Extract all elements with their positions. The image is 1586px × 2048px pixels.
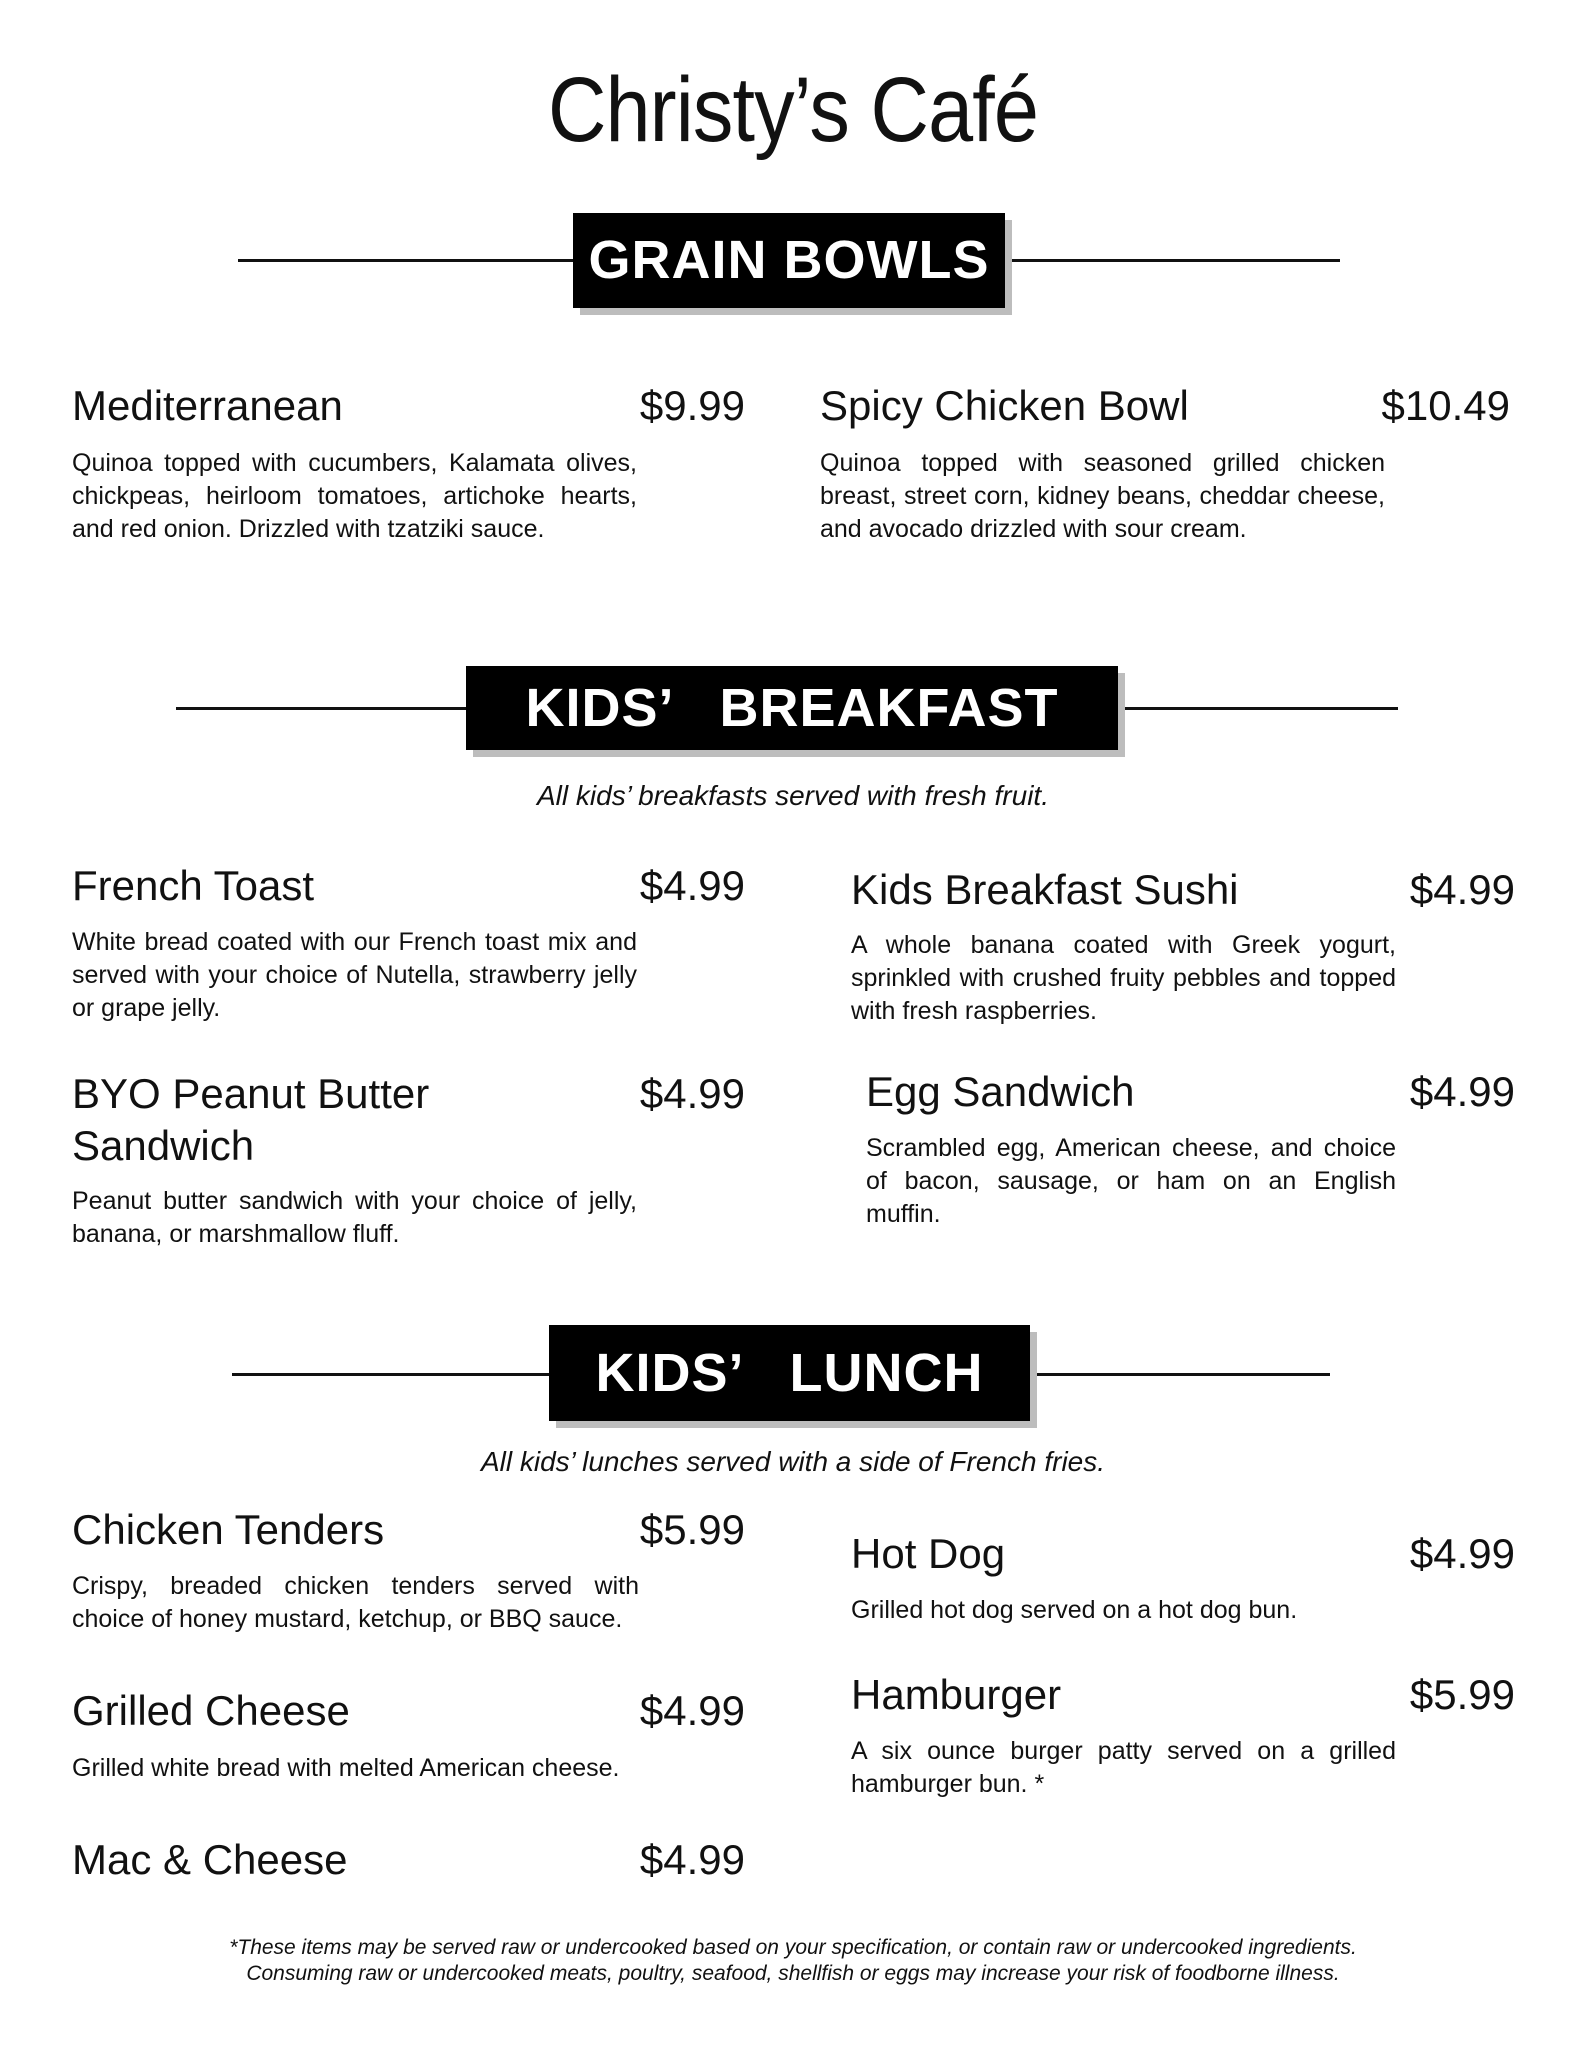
item-desc-byo-peanut-butter-sandwich: Peanut butter sandwich with your choice of jelly, banana, or marshmallow fluff. bbox=[72, 1187, 637, 1248]
item-price-french-toast: $4.99 bbox=[639, 862, 745, 909]
item-price-hamburger: $5.99 bbox=[1409, 1671, 1515, 1718]
footnote-line-1: *These items may be served raw or undercooked based on your specification, or contain raw or undercooked ingredients. bbox=[229, 1936, 1357, 1959]
item-name-grilled-cheese: Grilled Cheese bbox=[72, 1687, 350, 1734]
section-note-kids-lunch: All kids’ lunches served with a side of French fries. bbox=[480, 1446, 1106, 1477]
item-price-grilled-cheese: $4.99 bbox=[639, 1687, 745, 1734]
section-heading-kids-breakfast: KIDS’ BREAKFAST bbox=[466, 666, 1118, 750]
section-rule-right bbox=[1005, 259, 1340, 262]
item-name-hot-dog: Hot Dog bbox=[851, 1530, 1006, 1577]
item-desc-french-toast: White bread coated with our French toast mix and served with your choice of Nutella, strawberry jelly or grape jelly. bbox=[72, 928, 637, 1022]
item-name-french-toast: French Toast bbox=[72, 862, 315, 909]
section-rule-left bbox=[176, 707, 466, 710]
section-rule-left bbox=[238, 259, 573, 262]
item-desc-spicy-chicken-bowl: Quinoa topped with seasoned grilled chicken breast, street corn, kidney beans, cheddar cheese, and avocado drizzled with sour cream. bbox=[820, 449, 1385, 543]
item-price-byo-peanut-butter-sandwich: $4.99 bbox=[639, 1070, 745, 1117]
item-desc-egg-sandwich: Scrambled egg, American cheese, and choice of bacon, sausage, or ham on an English muffin. bbox=[866, 1134, 1396, 1228]
cafe-title: Christy’s Café bbox=[547, 59, 1039, 161]
item-price-mac-and-cheese: $4.99 bbox=[639, 1836, 745, 1883]
item-desc-hamburger: A six ounce burger patty served on a grilled hamburger bun. * bbox=[851, 1737, 1396, 1798]
item-desc-chicken-tenders: Crispy, breaded chicken tenders served with choice of honey mustard, ketchup, or BBQ sauce. bbox=[72, 1572, 639, 1633]
item-desc-mediterranean: Quinoa topped with cucumbers, Kalamata olives, chickpeas, heirloom tomatoes, artichoke hearts, and red onion. Drizzled with tzatziki sauce. bbox=[72, 449, 637, 543]
item-desc-kids-breakfast-sushi: A whole banana coated with Greek yogurt, sprinkled with crushed fruity pebbles and topped with fresh raspberries. bbox=[851, 931, 1396, 1025]
section-rule-right bbox=[1118, 707, 1398, 710]
item-price-mediterranean: $9.99 bbox=[639, 382, 745, 429]
item-name-kids-breakfast-sushi: Kids Breakfast Sushi bbox=[851, 866, 1239, 913]
item-name-spicy-chicken-bowl: Spicy Chicken Bowl bbox=[820, 382, 1189, 429]
section-rule-left bbox=[232, 1373, 549, 1376]
item-name-hamburger: Hamburger bbox=[851, 1671, 1062, 1718]
item-name-mediterranean: Mediterranean bbox=[72, 382, 343, 429]
item-desc-hot-dog: Grilled hot dog served on a hot dog bun. bbox=[851, 1596, 1298, 1624]
item-price-kids-breakfast-sushi: $4.99 bbox=[1409, 866, 1515, 913]
item-price-hot-dog: $4.99 bbox=[1409, 1530, 1515, 1577]
section-heading-kids-lunch: KIDS’ LUNCH bbox=[549, 1325, 1030, 1421]
item-price-spicy-chicken-bowl: $10.49 bbox=[1381, 382, 1510, 429]
item-name-egg-sandwich: Egg Sandwich bbox=[866, 1068, 1135, 1115]
item-name-byo-peanut-butter-sandwich: BYO Peanut Butter Sandwich bbox=[72, 1070, 430, 1169]
item-name-mac-and-cheese: Mac & Cheese bbox=[72, 1836, 348, 1883]
footnote-line-2: Consuming raw or undercooked meats, poultry, seafood, shellfish or eggs may increase your risk of foodborne illness. bbox=[246, 1962, 1340, 1985]
item-name-chicken-tenders: Chicken Tenders bbox=[72, 1506, 385, 1553]
item-price-egg-sandwich: $4.99 bbox=[1409, 1068, 1515, 1115]
section-heading-grain-bowls: GRAIN BOWLS bbox=[573, 213, 1005, 308]
item-desc-grilled-cheese: Grilled white bread with melted American cheese. bbox=[72, 1754, 620, 1782]
item-price-chicken-tenders: $5.99 bbox=[639, 1506, 745, 1553]
section-note-kids-breakfast: All kids’ breakfasts served with fresh fruit. bbox=[537, 780, 1049, 811]
section-rule-right bbox=[1030, 1373, 1330, 1376]
